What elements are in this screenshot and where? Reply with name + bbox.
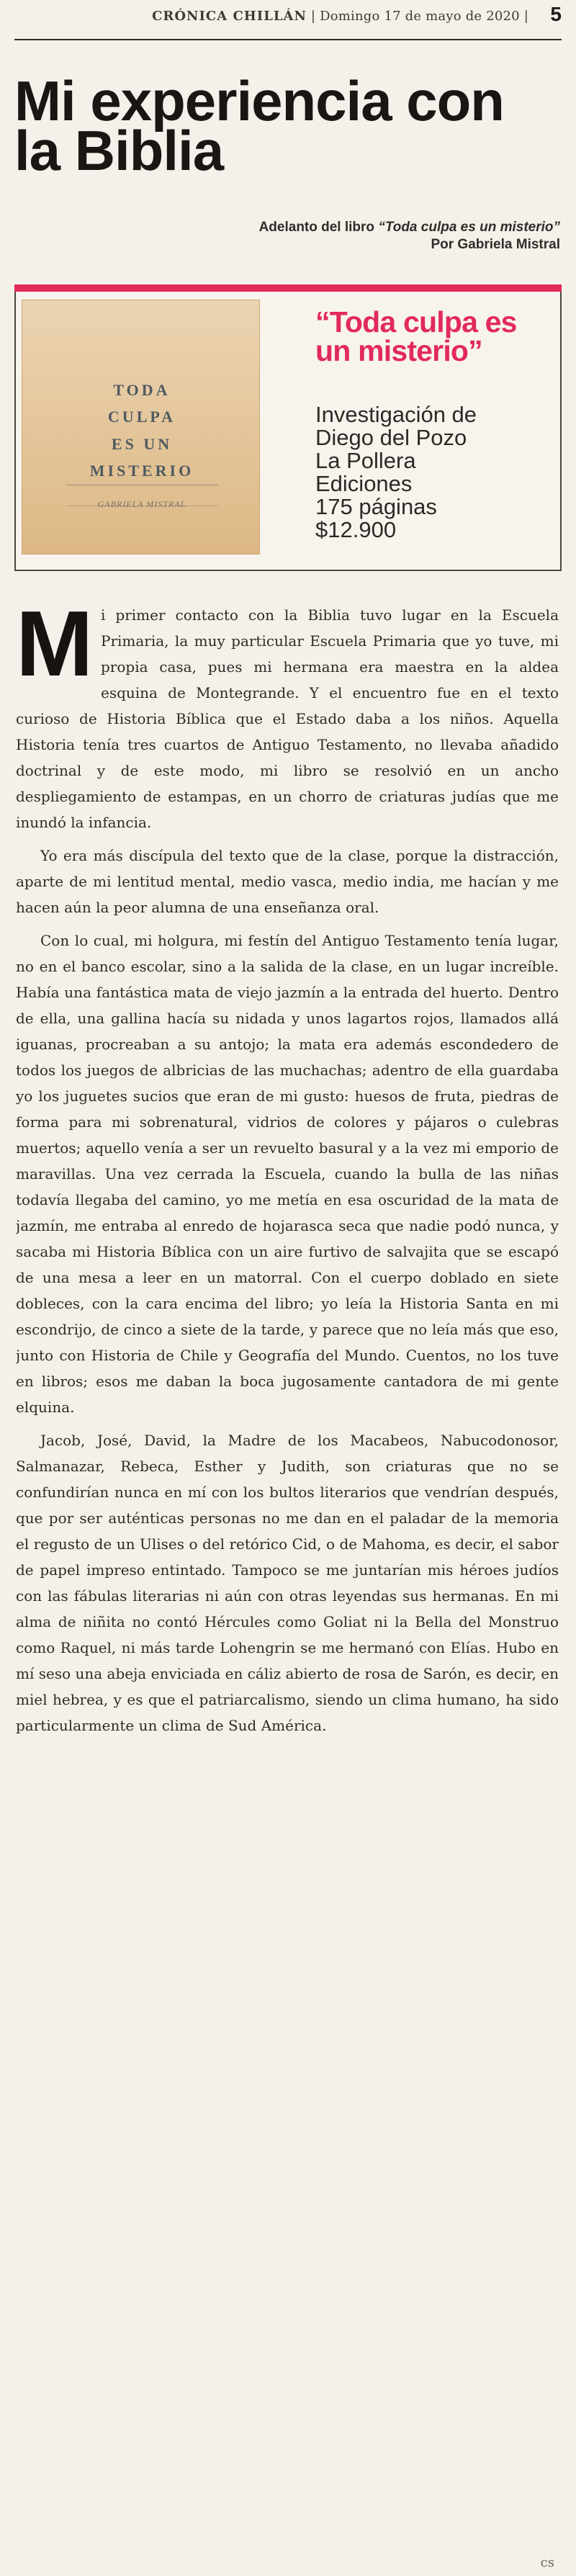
book-detail-line: La Pollera: [315, 447, 416, 473]
article-paragraph-4: Jacob, José, David, la Madre de los Macabeos, Nabucodonosor, Salmanazar, Rebeca, Esther y Judith, son criaturas que no se confundirían nunca en mí con los bultos literarios que vendrían después, que por ser auténticas personas no me dan en el paladar de la memoria el regusto de un Ulises o del retórico Cid, o de Mahoma, es decir, el sabor de papel impreso entintado. Tampoco se me juntarían mis héroes judíos con las fábulas literarias ni aún con otras leyendas sus hermanas. En mi alma de niñita no contó Hércules como Goliat ni la Bella del Monstruo como Raquel, ni más tarde Lohengrin se me hermanó con Elías. Hubo en mí seso una abeja enviciada en cáliz abierto de rosa de Sarón, es decir, en miel hebrea, y es que el patriarcalismo, siendo un clima humano, ha sido particularmente un clima de Sud América.: [16, 1432, 559, 1734]
paragraph-text: i primer contacto con la Biblia tuvo lugar en la Escuela Primaria, la muy particular Escuela Primaria que yo tuve, mi propia casa, pues mi hermana era maestra en la aldea esquina de Montegrande. Y el encuentro fue en el texto curioso de Historia Bíblica que el Estado daba a los niños. Aquella Historia tenía tres cuartos de Antiguo Testamento, no llevaba añadido doctrinal y de este modo, mi libro se resolvió en un ancho despliegamiento de estampas, en un chorro de criaturas judías que me inundó la infancia.: [16, 606, 559, 831]
book-cover-image: [22, 300, 260, 555]
box-accent-bar: [14, 284, 562, 292]
cover-word-1: TODA: [113, 381, 171, 399]
book-detail-line: 175 páginas: [315, 493, 437, 519]
article-deck: [114, 219, 560, 254]
page-number: 5: [550, 3, 562, 25]
book-detail-line: Diego del Pozo: [315, 424, 467, 450]
masthead: [152, 9, 528, 24]
article-headline: Mi experiencia con la Biblia: [14, 69, 504, 182]
book-detail-line: Ediciones: [315, 470, 413, 496]
drop-cap: M: [16, 602, 94, 696]
article-body: [16, 602, 559, 2561]
book-detail-line: Investigación de: [315, 402, 477, 427]
deck-label: Adelanto del libro: [258, 220, 379, 235]
issue-date: | Domingo 17 de mayo de 2020 |: [310, 9, 528, 24]
article-paragraph-2: Yo era más discípula del texto que de la clase, porque la distracción, aparte de mi lentitud mental, medio vasca, medio india, me hacían y me hacen aún la peor alumna de una enseñanza oral.: [16, 847, 559, 916]
cover-decorative-lines: [67, 485, 218, 506]
cover-word-3: ES UN: [111, 434, 173, 453]
article-author: Por Gabriela Mistral: [431, 237, 560, 253]
deck-book-title: “Toda culpa es un misterio”: [378, 220, 560, 235]
book-title: “Toda culpa es un misterio”: [315, 305, 517, 368]
cover-word-2: CULPA: [107, 408, 176, 426]
article-paragraph-1: [16, 602, 559, 835]
page-header: [14, 0, 562, 40]
cover-word-4: MISTERIO: [89, 462, 194, 480]
book-details: [315, 403, 539, 542]
cover-subtitle: GABRIELA MISTRAL: [97, 498, 186, 509]
article-end-mark: cs: [540, 2555, 554, 2570]
book-detail-line: $12.900: [315, 516, 397, 542]
article-paragraph-3: Con lo cual, mi holgura, mi festín del Antiguo Testamento tenía lugar, no en el banco escolar, sino a la salida de la clase, en un lugar increíble. Había una fantástica mata de viejo jazmín a la entrada del huerto. Dentro de ella, una gallina hacía su nidada y unos lagartos rojos, llamados allá iguanas, procreaban a su antojo; la mata era además escondedero de todos los juegos de albricias de las muchachas; adentro de ella guardaba yo los juguetes sucios que eran de mi gusto: huesos de fruta, piedras de forma para mi sobrenatural, vidrios de colores y pájaros o culebras muertos; aquello venía a ser un revuelto basural y a la vez mi emporio de maravillas. Una vez cerrada la Escuela, cuando la bulla de las niñas todavía llegaba del camino, yo me metía en esa oscuridad de la mata de jazmín, me entraba al enredo de hojarasca seca que nadie podó nunca, y sacaba mi Historia Bíblica con un aire furtivo de salvajita que se escapó de una mesa a leer en un matorral. Con el cuerpo doblado en siete dobleces, con la cara encima del libro; yo leía la Historia Santa en mi escondrijo, de cinco a siete de la tarde, y parece que no leía más que eso, junto con Historia de Chile y Geografía del Mundo. Cuentos, no los tuve en libros; esos me daban la boca jugosamente cantadora de mi gente elquina.: [16, 932, 559, 1416]
deck-intro: [114, 219, 560, 236]
newspaper-name: CRÓNICA CHILLÁN: [152, 9, 307, 24]
